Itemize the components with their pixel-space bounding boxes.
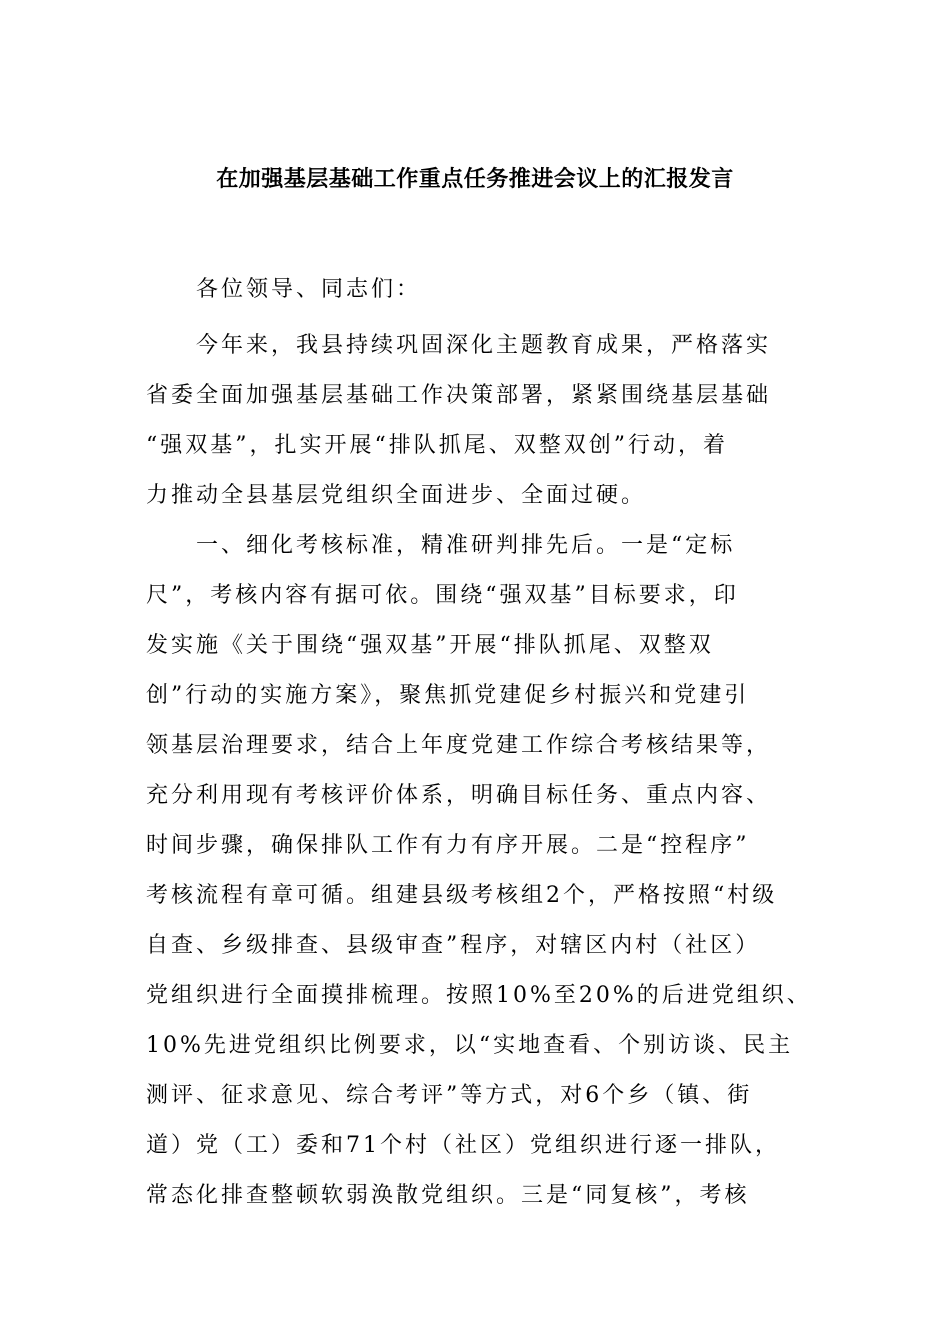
paragraph-line: 时间步骤，确保排队工作有力有序开展。二是“控程序”: [146, 833, 750, 858]
paragraph-line: 发实施《关于围绕“强双基”开展“排队抓尾、双整双: [146, 633, 714, 658]
paragraph-line: 充分利用现有考核评价体系，明确目标任务、重点内容、: [146, 783, 772, 808]
paragraph-line: 领基层治理要求，结合上年度党建工作综合考核结果等，: [146, 733, 772, 758]
paragraph-line: 常态化排查整顿软弱涣散党组织。三是“同复核”，考核: [146, 1183, 750, 1208]
paragraph-line: 一、细化考核标准，精准研判排先后。一是“定标: [196, 533, 736, 558]
paragraph-line: 考核流程有章可循。组建县级考核组2个，严格按照“村级: [146, 883, 778, 908]
paragraph-line: 省委全面加强基层基础工作决策部署，紧紧围绕基层基础: [146, 383, 772, 408]
paragraph-line: 10%先进党组织比例要求，以“实地查看、个别访谈、民主: [146, 1033, 794, 1058]
paragraph-line: “强双基”，扎实开展“排队抓尾、双整双创”行动，着: [146, 433, 728, 458]
paragraph-line: 道）党（工）委和71个村（社区）党组织进行逐一排队，: [146, 1133, 780, 1158]
paragraph-line: 党组织进行全面摸排梳理。按照10%至20%的后进党组织、: [146, 983, 812, 1008]
document-title: 在加强基层基础工作重点任务推进会议上的汇报发言: [216, 167, 734, 192]
paragraph-line: 尺”，考核内容有据可依。围绕“强双基”目标要求，印: [146, 583, 739, 608]
paragraph-line: 今年来，我县持续巩固深化主题教育成果，严格落实: [196, 333, 772, 358]
paragraph-line: 创”行动的实施方案》，聚焦抓党建促乡村振兴和党建引: [146, 683, 750, 708]
salutation-line: 各位领导、同志们：: [196, 277, 422, 302]
paragraph-line: 测评、征求意见、综合考评”等方式，对6个乡（镇、街: [146, 1083, 753, 1108]
paragraph-line: 自查、乡级排查、县级审查”程序，对辖区内村（社区）: [146, 933, 761, 958]
paragraph-line: 力推动全县基层党组织全面进步、全面过硬。: [146, 483, 647, 508]
